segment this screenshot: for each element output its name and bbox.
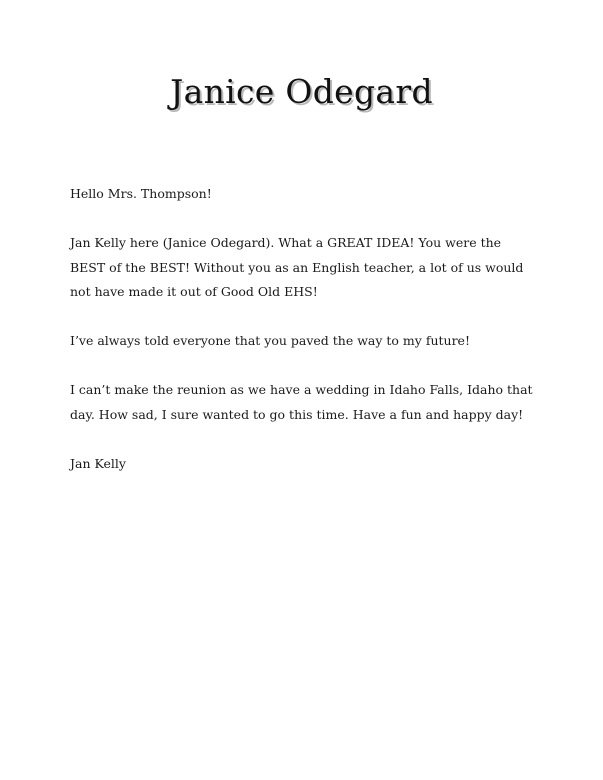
paragraph-intro: Jan Kelly here (Janice Odegard). What a GREAT IDEA! You were the BEST of the BEST! Without you as an English teacher, a lot of us would not have made it out of Good Old EHS! bbox=[70, 235, 524, 299]
greeting: Hello Mrs. Thompson! bbox=[70, 186, 212, 201]
paragraph-reunion: I can’t make the reunion as we have a wedding in Idaho Falls, Idaho that day. How sad, I sure wanted to go this time. Have a fun and happy day! bbox=[70, 382, 533, 422]
paragraph-future: I’ve always told everyone that you paved the way to my future! bbox=[70, 333, 470, 348]
signature: Jan Kelly bbox=[70, 455, 126, 471]
page-title: Janice Odegard bbox=[170, 72, 433, 111]
letter-body bbox=[70, 182, 540, 476]
